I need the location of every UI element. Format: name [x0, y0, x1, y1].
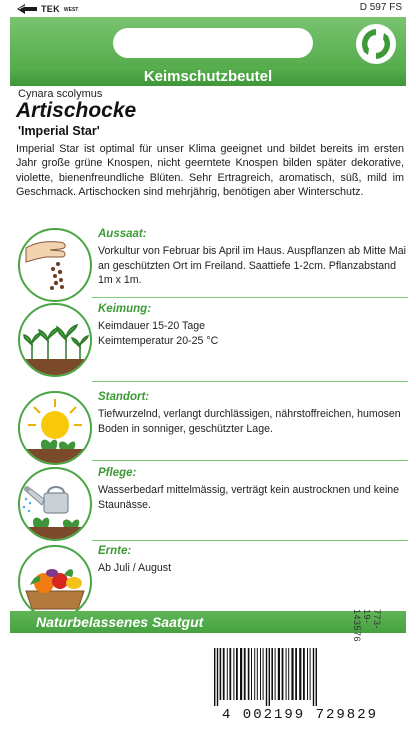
ernte-text: Ab Juli / August — [98, 562, 172, 574]
variety-name: 'Imperial Star' — [18, 124, 100, 138]
tek-logo-icon — [16, 3, 38, 15]
barcode-bar — [295, 648, 297, 700]
barcode-bar — [233, 648, 234, 700]
keimtemperatur: Keimtemperatur 20-25 °C — [98, 334, 219, 347]
barcode-bar — [257, 648, 258, 700]
barcode-bar — [248, 648, 250, 700]
brand-logo — [16, 3, 78, 15]
divider — [92, 297, 408, 298]
barcode-bar — [316, 648, 317, 706]
product-name: Artischocke — [16, 99, 137, 122]
barcode-bar — [278, 648, 280, 700]
hanging-slot — [113, 28, 313, 58]
barcode-bar — [263, 648, 264, 700]
side-code: 773-19-143576 — [352, 609, 382, 643]
watering-can-icon — [18, 467, 92, 541]
barcode-bar — [271, 648, 273, 700]
brand-name: TEK — [41, 4, 60, 14]
barcode-bar — [251, 648, 252, 700]
ernte-title: Ernte: — [98, 545, 132, 557]
section-aussaat — [12, 228, 410, 308]
latin-name: Cynara scolymus — [18, 88, 103, 100]
keimdauer: Keimdauer 15-20 Tage — [98, 320, 205, 332]
barcode-number: 4 002199 729829 — [221, 707, 379, 723]
aussaat-title: Aussaat: — [98, 228, 147, 240]
barcode-bar — [307, 648, 308, 700]
barcode-bar — [275, 648, 276, 700]
barcode-bar — [288, 648, 289, 700]
section-standort — [12, 391, 410, 471]
barcode-bar — [282, 648, 284, 700]
barcode-bar — [217, 648, 218, 706]
recycle-green-dot-icon — [356, 24, 396, 64]
barcode-bar — [303, 648, 305, 700]
article-number: D 597 FS — [359, 2, 402, 13]
sun-plant-icon — [18, 391, 92, 465]
barcode-bar — [310, 648, 311, 700]
divider — [92, 381, 408, 382]
barcode-bar — [299, 648, 301, 700]
barcode-bar — [286, 648, 287, 700]
keimung-title: Keimung: — [98, 303, 152, 315]
divider — [92, 460, 408, 461]
pflege-text: Wasserbedarf mittelmässig, verträgt kein austrocknen und keine Staunässe. — [98, 484, 400, 511]
barcode-bar — [227, 648, 228, 700]
barcode-bar — [223, 648, 225, 700]
section-pflege — [12, 467, 410, 547]
barcode-bar — [266, 648, 267, 706]
aussaat-text: Vorkultur von Februar bis April im Haus. Auspflanzen ab Mitte Mai an geschützten Ort im Freiland. Saattiefe 1-2cm. Pflanzabstand 1m x 1m. — [98, 245, 406, 286]
barcode-bar — [240, 648, 242, 700]
keimschutz-banner: Keimschutzbeutel — [10, 67, 406, 86]
barcode-bar — [214, 648, 215, 706]
barcode-bar — [254, 648, 255, 700]
seedlings-icon — [18, 303, 92, 377]
pflege-title: Pflege: — [98, 467, 137, 479]
brand-sub: WEST — [63, 7, 79, 13]
barcode-bar — [244, 648, 246, 700]
vegetable-basket-icon — [18, 545, 92, 619]
keimung-text — [98, 319, 408, 348]
barcode-bar — [269, 648, 270, 706]
barcode-bar — [291, 648, 293, 700]
barcode-bars — [208, 648, 392, 706]
barcode-bar — [260, 648, 261, 700]
barcode-bar — [236, 648, 238, 700]
standort-text: Tiefwurzelnd, verlangt durchlässigen, nährstoffreichen, humosen Boden in sonniger, geschützter Lage. — [98, 408, 401, 435]
natur-banner-text: Naturbelassenes Saatgut — [36, 614, 204, 630]
barcode — [208, 648, 392, 732]
divider — [92, 540, 408, 541]
section-keimung — [12, 303, 410, 383]
header-panel — [10, 17, 406, 67]
barcode-bar — [220, 648, 222, 700]
product-description: Imperial Star ist optimal für unser Klima geeignet und bildet bereits im ersten Jahr große grüne Knospen, nicht geerntete Knospen bilden später dekorative, violette, bienenfreundliche Blüten. Sehr Ertragreich, aromatisch, süß, mild im Geschmack. Artischocken sind mehrjährig, benötigen aber Winterschutz. — [16, 143, 404, 198]
barcode-bar — [229, 648, 231, 700]
barcode-bar — [313, 648, 314, 706]
hand-sowing-seeds-icon — [18, 228, 92, 302]
header-strip — [10, 0, 406, 17]
standort-title: Standort: — [98, 391, 150, 403]
